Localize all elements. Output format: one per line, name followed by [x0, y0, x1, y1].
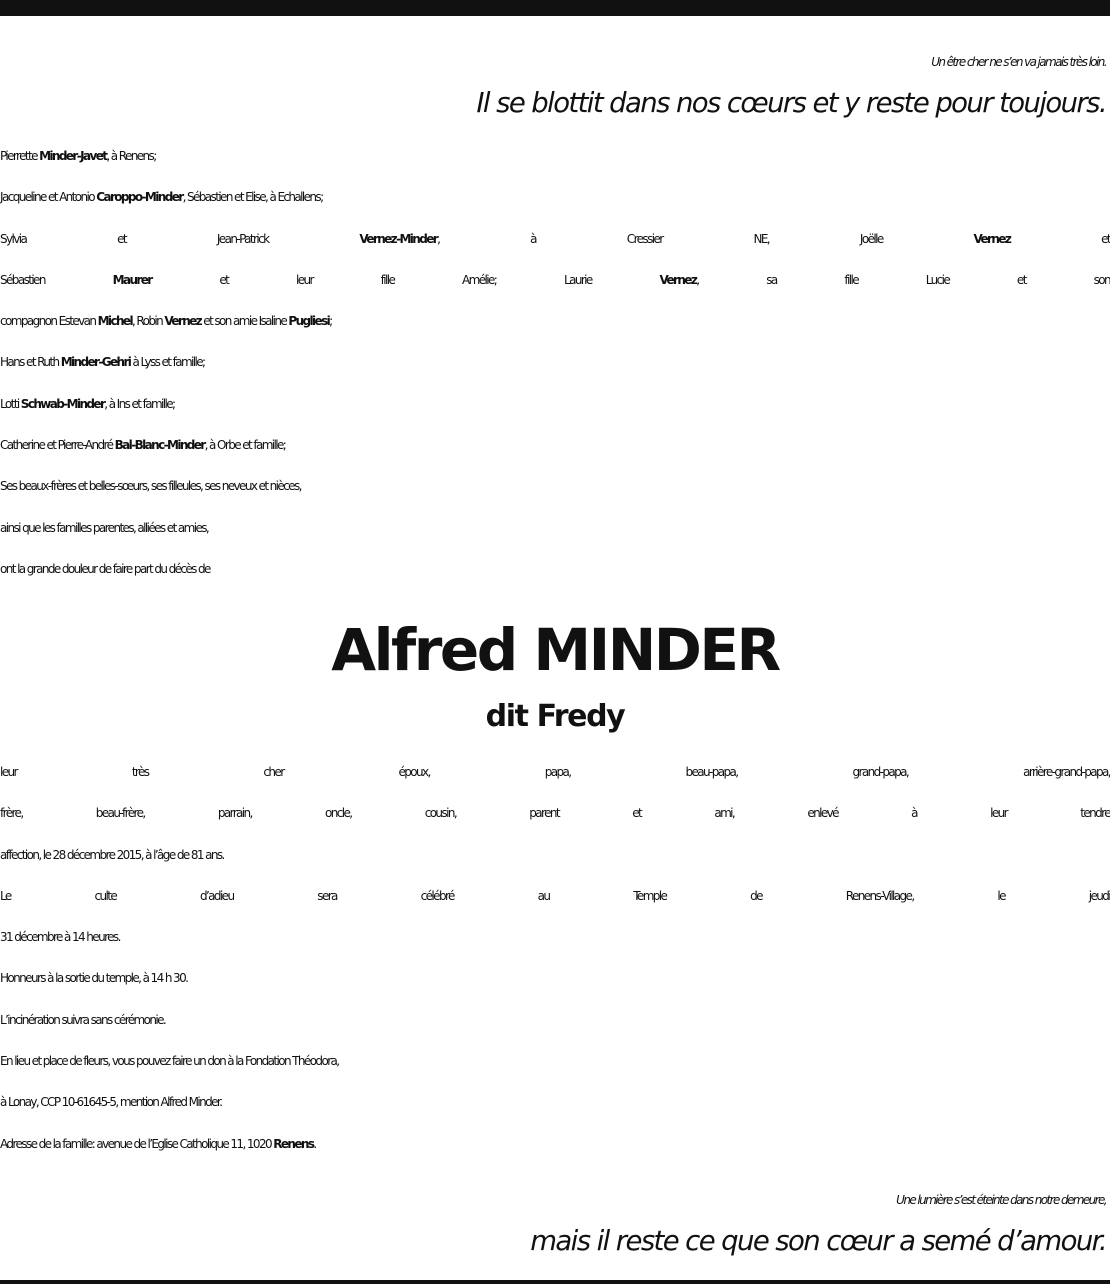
family-line: Catherine et Pierre-André Bal-Blanc-Minder, à Orbe et famille; — [0, 438, 286, 453]
address-city: Renens — [273, 1136, 314, 1151]
surname: Minder-Javet — [39, 149, 107, 163]
opening-quote — [476, 42, 1106, 124]
family-line: Hans et Ruth Minder-Gehri à Lyss et famille; — [0, 355, 205, 370]
family-line: Sébastien Maurer et leur fille Amélie; Laurie Vernez, sa fille Lucie et son — [0, 272, 1110, 287]
family-line: ainsi que les familles parentes, alliées et amies, — [0, 520, 209, 535]
surname: Vernez — [973, 231, 1011, 246]
opening-quote-line: Il se blottit dans nos cœurs et y reste pour toujours. — [476, 87, 1106, 119]
deceased-name: Alfred MINDER — [331, 616, 779, 684]
family-line: Lotti Schwab-Minder, à Ins et famille; — [0, 396, 175, 411]
details-line: leur très cher époux, papa, beau-papa, grand-papa, arrière-grand-papa, — [0, 765, 1110, 779]
family-line: Sylvia et Jean-Patrick Vernez-Minder, à Cressier NE, Joëlle Vernez et — [0, 231, 1110, 246]
closing-quote-line: mais il reste ce que son cœur a semé d’amour. — [530, 1225, 1106, 1257]
surname: Vernez — [164, 314, 202, 329]
details-line: L’incinération suivra sans cérémonie. — [0, 1012, 166, 1027]
surname: Vernez — [659, 272, 697, 287]
closing-quote-line: Une lumière s’est éteinte dans notre demeure, — [896, 1193, 1106, 1207]
closing-quote — [530, 1180, 1106, 1262]
family-address: Adresse de la famille: avenue de l’Eglise Catholique 11, 1020 Renens. — [0, 1136, 316, 1151]
details-line: En lieu et place de fleurs, vous pouvez faire un don à la Fondation Théodora, — [0, 1054, 339, 1069]
family-line: compagnon Estevan Michel, Robin Vernez et son amie Isaline Pugliesi; — [0, 314, 332, 329]
surname: Bal-Blanc-Minder — [114, 438, 205, 453]
surname: Minder-Gehri — [60, 355, 131, 370]
details-line: 31 décembre à 14 heures. — [0, 930, 120, 945]
details-line: Honneurs à la sortie du temple, à 14 h 30. — [0, 971, 188, 986]
details-line: frère, beau-frère, parrain, oncle, cousin, parent et ami, enlevé à leur tendre — [0, 806, 1110, 821]
surname: Schwab-Minder — [20, 396, 105, 411]
deceased-nickname: dit Fredy — [485, 699, 625, 734]
family-line: Pierrette Minder-Javet, à Renens; — [0, 149, 156, 163]
top-rule — [0, 0, 1110, 16]
details-line: Le culte d’adieu sera célébré au Temple de Renens-Village, le jeudi — [0, 888, 1110, 903]
funeral-details — [0, 752, 1110, 1165]
details-line: à Lonay, CCP 10-61645-5, mention Alfred Minder. — [0, 1095, 222, 1110]
opening-quote-line: Un être cher ne s’en va jamais très loin. — [931, 55, 1106, 69]
details-line: affection, le 28 décembre 2015, à l’âge de 81 ans. — [0, 847, 224, 862]
surname: Michel — [97, 314, 132, 329]
surname: Maurer — [112, 272, 152, 287]
bottom-rule — [0, 1280, 1110, 1284]
announcement-line: ont la grande douleur de faire part du décès de — [0, 561, 210, 576]
family-line: Jacqueline et Antonio Caroppo-Minder, Sébastien et Elise, à Echallens; — [0, 190, 323, 205]
surname: Pugliesi — [288, 314, 330, 329]
surname: Caroppo-Minder — [96, 190, 183, 205]
family-list — [0, 136, 1110, 590]
family-line: Ses beaux-frères et belles-sœurs, ses filleules, ses neveux et nièces, — [0, 479, 301, 494]
surname: Vernez-Minder — [359, 231, 438, 246]
